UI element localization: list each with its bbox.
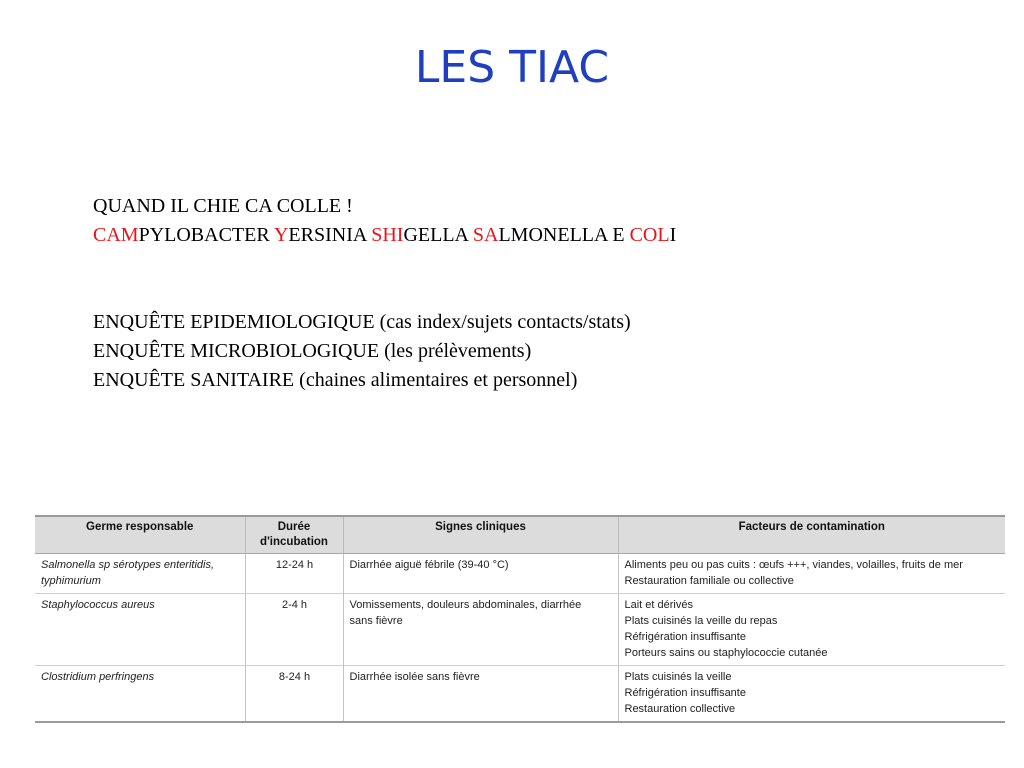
acronym-part-red: SA xyxy=(472,224,499,246)
cell-duree: 8-24 h xyxy=(245,666,343,722)
header-signes: Signes cliniques xyxy=(343,517,618,554)
table-row xyxy=(35,666,1005,722)
cell-line: Aliments peu ou pas cuits : œufs +++, viandes, volailles, fruits de mer xyxy=(624,559,963,571)
slide-title: LES TIAC xyxy=(414,42,610,93)
cell-line: Restauration collective xyxy=(624,703,736,715)
cell-germe xyxy=(35,666,245,722)
acronym-part-red: COL xyxy=(629,224,670,246)
enquete-line-epidemiologique xyxy=(93,308,676,337)
enquete-detail: (chaines alimentaires et personnel) xyxy=(294,369,578,391)
cell-line: Vomissements, douleurs abdominales, diarrhée xyxy=(349,599,582,611)
cell-facteurs xyxy=(618,554,1005,594)
cell-line: Porteurs sains ou staphylococcie cutanée xyxy=(624,647,828,659)
cell-line: Réfrigération insuffisante xyxy=(624,687,746,699)
cell-facteurs xyxy=(618,666,1005,722)
spacer xyxy=(93,250,676,308)
acronym-part: I xyxy=(669,224,677,246)
cell-signes xyxy=(343,594,618,666)
enquete-detail: (les prélèvements) xyxy=(379,340,532,362)
enquete-detail: (cas index/sujets contacts/stats) xyxy=(374,311,631,333)
header-duree-line: Durée xyxy=(277,521,311,533)
tiac-table xyxy=(35,517,1005,721)
cell-line: Plats cuisinés la veille du repas xyxy=(624,615,778,627)
acronym-part: ERSINIA xyxy=(288,224,372,246)
cell-line: Restauration familiale ou collective xyxy=(624,575,794,587)
cell-duree: 12-24 h xyxy=(245,554,343,594)
cell-line: Clostridium perfringens xyxy=(41,671,155,683)
mnemonic-line: QUAND IL CHIE CA COLLE ! xyxy=(93,195,353,217)
tiac-table-container xyxy=(35,515,1005,723)
cell-signes xyxy=(343,554,618,594)
acronym-part: LMONELLA E xyxy=(498,224,630,246)
cell-germe xyxy=(35,594,245,666)
table-row xyxy=(35,554,1005,594)
enquete-line-sanitaire xyxy=(93,366,676,395)
cell-line: Lait et dérivés xyxy=(624,599,693,611)
acronym-part: PYLOBACTER xyxy=(138,224,274,246)
cell-line: sans fièvre xyxy=(349,615,403,627)
cell-line: Staphylococcus aureus xyxy=(41,599,155,611)
acronym-part-red: CAM xyxy=(93,224,139,246)
mnemonic-acronym-line xyxy=(93,221,676,250)
cell-line: Diarrhée aiguë fébrile (39-40 °C) xyxy=(349,559,509,571)
acronym-part-red: SHI xyxy=(371,224,404,246)
enquete-name: ENQUÊTE SANITAIRE xyxy=(93,369,295,391)
cell-line: Salmonella sp sérotypes enteritidis, xyxy=(41,559,215,571)
enquete-line-microbiologique xyxy=(93,337,676,366)
cell-signes xyxy=(343,666,618,722)
cell-line: Plats cuisinés la veille xyxy=(624,671,732,683)
cell-line: typhimurium xyxy=(41,575,101,587)
enquete-name: ENQUÊTE MICROBIOLOGIQUE xyxy=(93,340,380,362)
cell-facteurs xyxy=(618,594,1005,666)
header-duree xyxy=(245,517,343,554)
header-germe: Germe responsable xyxy=(35,517,245,554)
header-duree-line: d'incubation xyxy=(260,536,328,548)
slide-body xyxy=(93,192,676,395)
acronym-part-red: Y xyxy=(273,224,289,246)
header-facteurs: Facteurs de contamination xyxy=(618,517,1005,554)
enquete-name: ENQUÊTE EPIDEMIOLOGIQUE xyxy=(93,311,375,333)
cell-line: Diarrhée isolée sans fièvre xyxy=(349,671,480,683)
cell-line: Réfrigération insuffisante xyxy=(624,631,746,643)
table-header-row xyxy=(35,517,1005,554)
acronym-part: GELLA xyxy=(403,224,473,246)
cell-germe xyxy=(35,554,245,594)
cell-duree: 2-4 h xyxy=(245,594,343,666)
table-row xyxy=(35,594,1005,666)
